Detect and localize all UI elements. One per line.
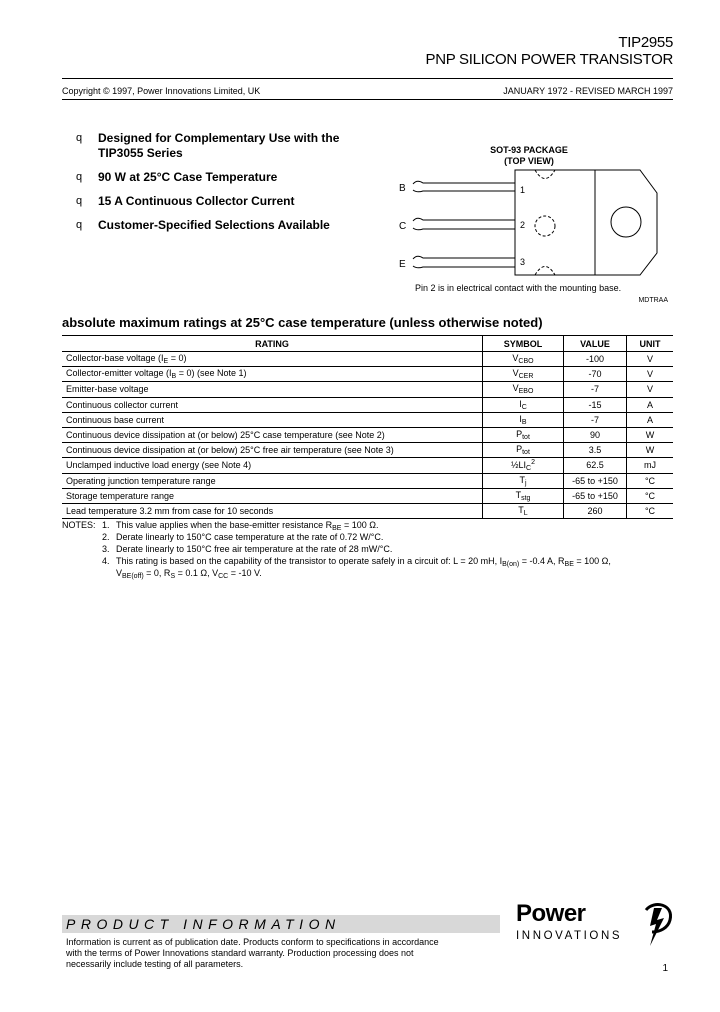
bullet-icon: q [76, 219, 83, 231]
table-row [62, 352, 673, 367]
value-cell: 3.5 [564, 443, 627, 458]
unit-cell: mJ [627, 458, 674, 473]
value-cell: -15 [564, 397, 627, 412]
header-rule [62, 78, 673, 79]
unit-cell: °C [627, 488, 674, 503]
unit-cell: V [627, 352, 674, 367]
table-header-row [62, 336, 673, 352]
rating-cell: Continuous device dissipation at (or below) 25°C case temperature (see Note 2) [62, 427, 483, 442]
value-cell: 90 [564, 427, 627, 442]
symbol-cell: $\frac{1}{2}LI_C^2$ [483, 458, 564, 473]
revision-date: JANUARY 1972 - REVISED MARCH 1997 [503, 86, 673, 96]
unit-cell: V [627, 382, 674, 397]
pin-label-e: E [399, 259, 406, 270]
rating-cell: Unclamped inductive load energy (see Note 4) [62, 458, 483, 473]
rating-cell: Operating junction temperature range [62, 473, 483, 488]
rating-cell: Lead temperature 3.2 mm from case for 10 seconds [62, 503, 483, 518]
unit-cell: W [627, 427, 674, 442]
table-row [62, 382, 673, 397]
table-row [62, 443, 673, 458]
rating-cell: Collector-emitter voltage $(I_B = 0)$ (see Note 1) [62, 367, 483, 382]
copyright: Copyright © 1997, Power Innovations Limited, UK [62, 86, 261, 96]
value-cell: 260 [564, 503, 627, 518]
unit-cell: V [627, 367, 674, 382]
package-view: (TOP VIEW) [504, 156, 554, 166]
pin-lead-e [413, 256, 515, 259]
product-information-label: PRODUCT INFORMATION [66, 916, 341, 932]
header-rule-lower [62, 99, 673, 100]
notes-label: NOTES: [62, 520, 96, 530]
header-symbol: SYMBOL [483, 336, 564, 352]
rating-cell: Continuous device dissipation at (or below) 25°C free air temperature (see Note 3) [62, 443, 483, 458]
rating-cell: Collector-base voltage $(I_E = 0)$ [62, 352, 483, 367]
pin-number-3: 3 [520, 257, 526, 267]
value-cell: -70 [564, 367, 627, 382]
note-item: 4. This rating is based on the capability of the transistor to operate safely in a circuit of: L = 20 mH, $I_{B(on)} = -0.4$ A, $R_{BE} = 100$ Ω, [102, 556, 611, 568]
pin2-marker [535, 216, 555, 236]
symbol-cell: $V_{CBO}$ [483, 352, 564, 367]
note-item: NOTES: 1. This value applies when the base-emitter resistance $R_{BE} = 100$ Ω. [62, 520, 379, 532]
device-description: PNP SILICON POWER TRANSISTOR [425, 51, 673, 68]
value-cell: -100 [564, 352, 627, 367]
pin-number-1: 1 [520, 185, 526, 195]
header-rating: RATING [62, 336, 483, 352]
table-row [62, 458, 673, 473]
notes [62, 519, 673, 579]
symbol-cell: $I_B$ [483, 412, 564, 427]
value-cell: -65 to +150 [564, 488, 627, 503]
symbol-cell: $I_C$ [483, 397, 564, 412]
note-item: 2. Derate linearly to 150°C case temperature at the rate of 0.72 W/°C. [102, 532, 384, 542]
package-diagram [395, 165, 665, 280]
note-item: 3. Derate linearly to 150°C free air temperature at the rate of 28 mW/°C. [102, 544, 393, 554]
unit-cell: W [627, 443, 674, 458]
symbol-cell: $T_j$ [483, 473, 564, 488]
symbol-cell: $P_{tot}$ [483, 427, 564, 442]
header-unit: UNIT [627, 336, 674, 352]
bullet-icon: q [76, 132, 83, 144]
value-cell: 62.5 [564, 458, 627, 473]
symbol-cell: $T_{stg}$ [483, 488, 564, 503]
note-item: $V_{BE(off)} = 0$, $R_S = 0.1$ Ω, $V_{CC} = -10$ V. [116, 568, 262, 580]
value-cell: -65 to +150 [564, 473, 627, 488]
symbol-cell: $T_L$ [483, 503, 564, 518]
part-number: TIP2955 [618, 34, 673, 51]
table-row [62, 427, 673, 442]
ratings-table [62, 335, 673, 519]
pin-lead-c [413, 218, 515, 221]
mounting-tab [595, 170, 657, 275]
table-row [62, 412, 673, 427]
table-row [62, 367, 673, 382]
footer-disclaimer: Information is current as of publication date. Products conform to specifications in accordance with the terms of Power Innovations standard warranty. Production processing does not necessarily include testing of all parameters. [66, 937, 439, 969]
rating-cell: Emitter-base voltage [62, 382, 483, 397]
pin-label-b: B [399, 183, 406, 194]
logo-subtitle: INNOVATIONS [516, 930, 623, 942]
drawing-reference: MDTRAA [638, 297, 668, 304]
symbol-cell: $P_{tot}$ [483, 443, 564, 458]
page-number: 1 [662, 963, 668, 974]
section-title: absolute maximum ratings at 25°C case temperature (unless otherwise noted) [62, 315, 543, 330]
pin-label-c: C [399, 221, 407, 232]
value-cell: -7 [564, 412, 627, 427]
package-body [515, 170, 595, 275]
pin-note: Pin 2 is in electrical contact with the mounting base. [415, 283, 622, 293]
unit-cell: °C [627, 503, 674, 518]
rating-cell: Continuous collector current [62, 397, 483, 412]
header-value: VALUE [564, 336, 627, 352]
bullet-icon: q [76, 195, 83, 207]
unit-cell: °C [627, 473, 674, 488]
rating-cell: Storage temperature range [62, 488, 483, 503]
table-row [62, 503, 673, 518]
symbol-cell: $V_{EBO}$ [483, 382, 564, 397]
unit-cell: A [627, 397, 674, 412]
mounting-hole [611, 207, 641, 237]
value-cell: -7 [564, 382, 627, 397]
logo-wordmark: Power [516, 900, 586, 927]
rating-cell: Continuous base current [62, 412, 483, 427]
pin-number-2: 2 [520, 220, 526, 230]
table-row [62, 488, 673, 503]
pin-lead-b [413, 181, 515, 184]
lightning-logo-icon [640, 902, 676, 948]
table-row [62, 397, 673, 412]
symbol-cell: $V_{CER}$ [483, 367, 564, 382]
package-title: SOT-93 PACKAGE [490, 145, 568, 155]
bullet-icon: q [76, 171, 83, 183]
table-row [62, 473, 673, 488]
unit-cell: A [627, 412, 674, 427]
